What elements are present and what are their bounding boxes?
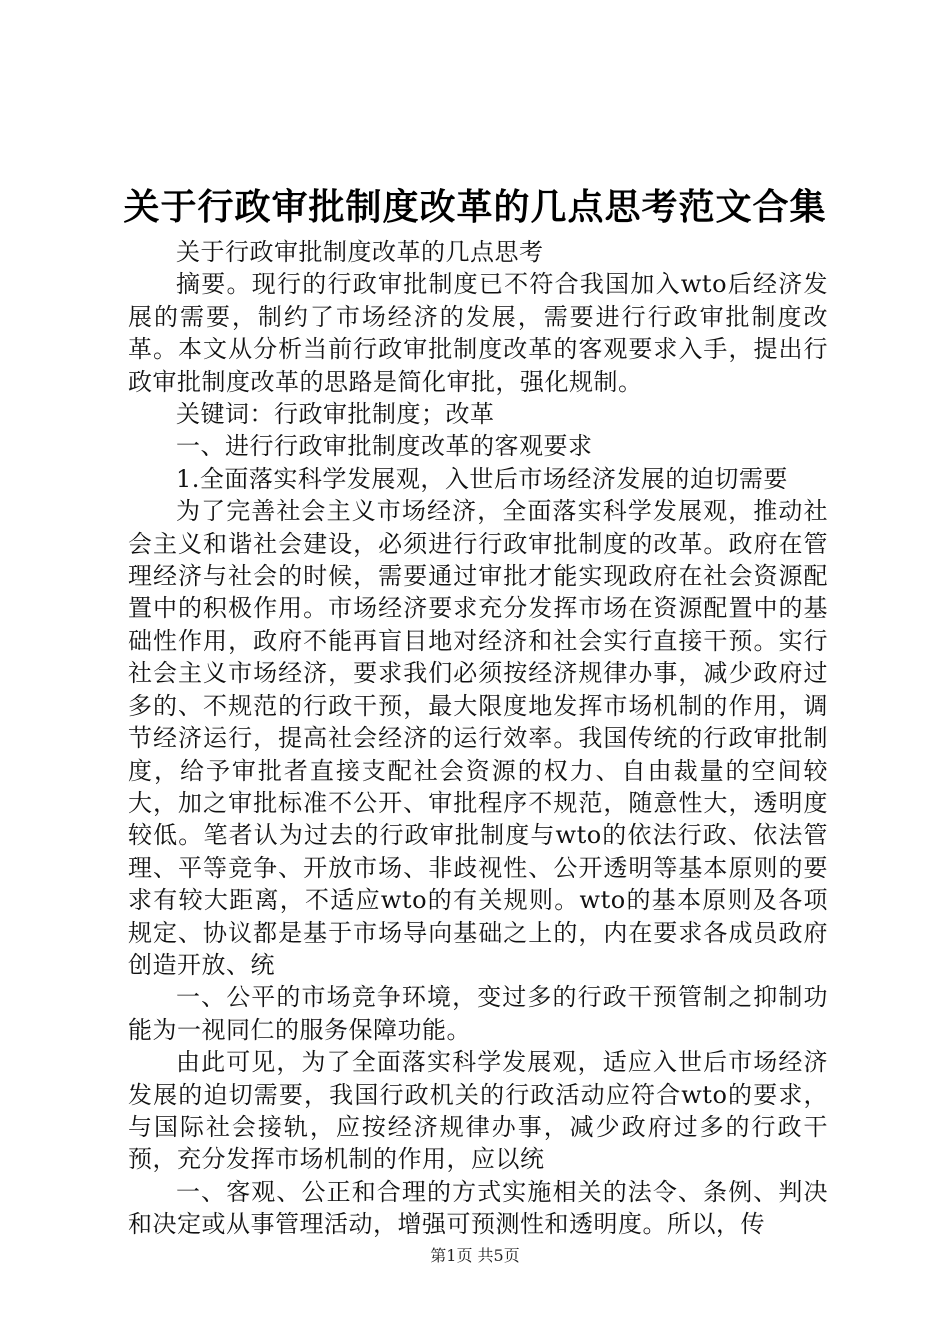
paragraph-abstract: 摘要。现行的行政审批制度已不符合我国加入wto后经济发展的需要，制约了市场经济的发展，需要进行行政审批制度改革。本文从分析当前行政审批制度改革的客观要求入手，提出行政审批制度改革的思路是简化审批，强化规制。 — [128, 270, 828, 396]
document-title: 关于行政审批制度改革的几点思考范文合集 — [123, 186, 827, 228]
subsection-heading-1: 1.全面落实科学发展观，入世后市场经济发展的迫切需要 — [176, 464, 788, 493]
paragraph-body-3: 由此可见，为了全面落实科学发展观，适应入世后市场经济发展的迫切需要，我国行政机关的行政活动应符合wto的要求，与国际社会接轨，应按经济规律办事，减少政府过多的行政干预，充分发挥市场机制的作用，应以统 — [128, 1048, 828, 1174]
paragraph-keywords: 关键词：行政审批制度；改革 — [176, 400, 495, 429]
page-footer: 第1页 共5页 — [430, 1246, 520, 1265]
section-heading-1: 一、进行行政审批制度改革的客观要求 — [176, 432, 593, 461]
paragraph-body-4: 一、客观、公正和合理的方式实施相关的法令、条例、判决和决定或从事管理活动，增强可预测性和透明度。所以，传 — [128, 1177, 828, 1239]
paragraph-body-2: 一、公平的市场竞争环境，变过多的行政干预管制之抑制功能为一视同仁的服务保障功能。 — [128, 983, 828, 1044]
paragraph-subtitle: 关于行政审批制度改革的几点思考 — [176, 238, 544, 266]
document-body — [128, 236, 828, 1241]
paragraph-body-1: 为了完善社会主义市场经济，全面落实科学发展观，推动社会主义和谐社会建设，必须进行行政审批制度的改革。政府在管理经济与社会的时候，需要通过审批才能实现政府在社会资源配置中的积极作用。市场经济要求充分发挥市场在资源配置中的基础性作用，政府不能再盲目地对经济和社会实行直接干预。实行社会主义市场经济，要求我们必须按经济规律办事，减少政府过多的、不规范的行政干预，最大限度地发挥市场机制的作用，调节经济运行，提高社会经济的运行效率。我国传统的行政审批制度，给予审批者直接支配社会资源的权力、自由裁量的空间较大，加之审批标准不公开、审批程序不规范，随意性大，透明度较低。笔者认为过去的行政审批制度与wto的依法行政、依法管理、平等竞争、开放市场、非歧视性、公开透明等基本原则的要求有较大距离，不适应wto的有关规则。wto的基本原则及各项规定、协议都是基于市场导向基础之上的，内在要求各成员政府创造开放、统 — [128, 497, 828, 979]
